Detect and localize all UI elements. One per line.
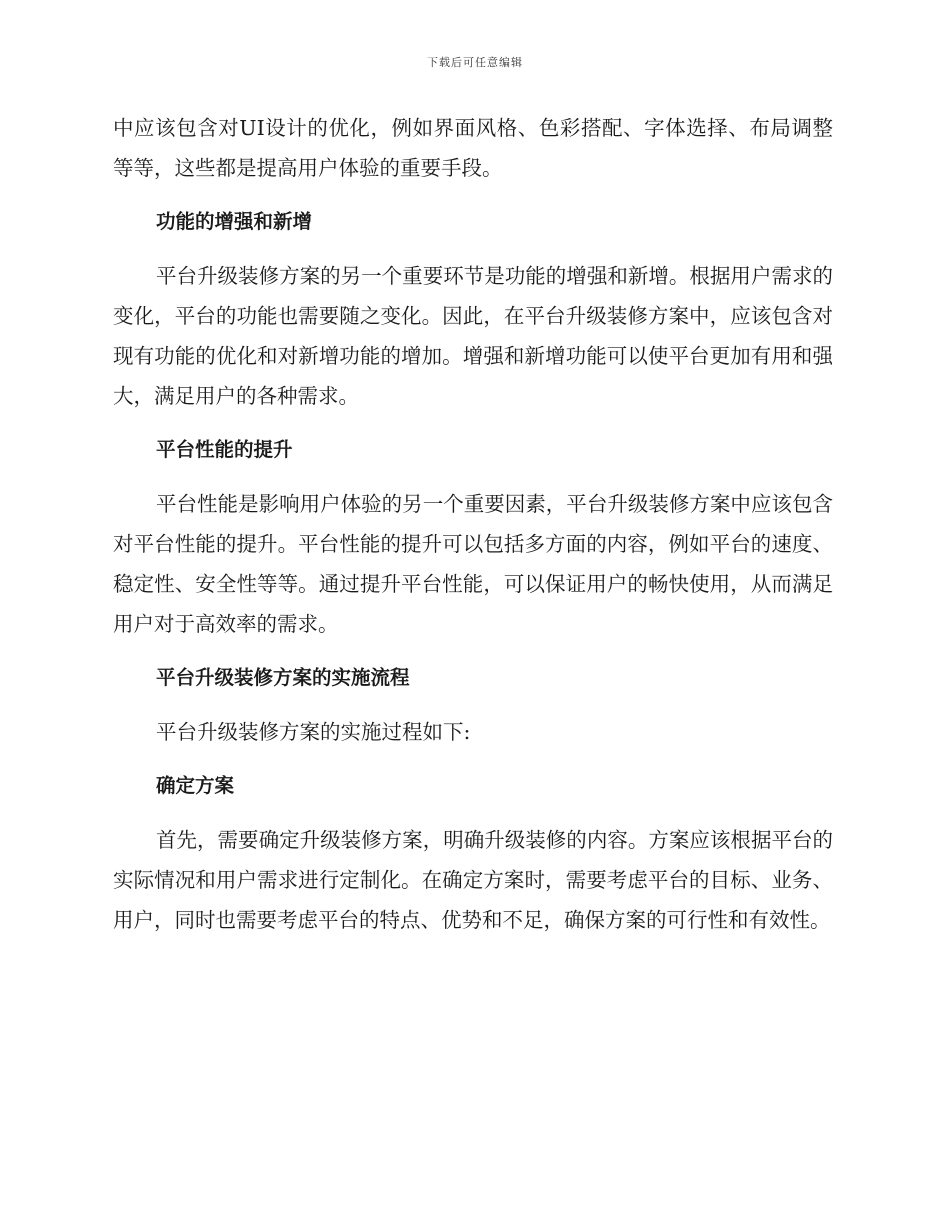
section-heading-performance: 平台性能的提升	[156, 438, 293, 461]
page-header: 下载后可任意编辑	[427, 56, 523, 69]
paragraph-performance: 平台性能是影响用户体验的另一个重要因素，平台升级装修方案中应该包含对平台性能的提升。平台性能的提升可以包括多方面的内容，例如平台的速度、稳定性、安全性等等。通过提升平台性能，可以保证用户的畅快使用，从而满足用户对于高效率的需求。	[113, 492, 833, 636]
section-heading-determine-plan: 确定方案	[156, 774, 235, 797]
paragraph-determine-plan: 首先，需要确定升级装修方案，明确升级装修的内容。方案应该根据平台的实际情况和用户需求进行定制化。在确定方案时，需要考虑平台的目标、业务、用户，同时也需要考虑平台的特点、优势和不足，确保方案的可行性和有效性。	[113, 828, 833, 932]
section-heading-implementation-flow: 平台升级装修方案的实施流程	[156, 666, 410, 689]
paragraph-implementation-intro: 平台升级装修方案的实施过程如下:	[156, 720, 471, 744]
section-heading-feature-enhancement: 功能的增强和新增	[156, 210, 313, 233]
document-body	[113, 108, 833, 954]
paragraph-feature-enhancement: 平台升级装修方案的另一个重要环节是功能的增强和新增。根据用户需求的变化，平台的功能也需要随之变化。因此，在平台升级装修方案中，应该包含对现有功能的优化和对新增功能的增加。增强和新增功能可以使平台更加有用和强大，满足用户的各种需求。	[113, 264, 833, 408]
paragraph-ui-optimization: 中应该包含对UI设计的优化，例如界面风格、色彩搭配、字体选择、布局调整等等，这些都是提高用户体验的重要手段。	[113, 116, 833, 180]
